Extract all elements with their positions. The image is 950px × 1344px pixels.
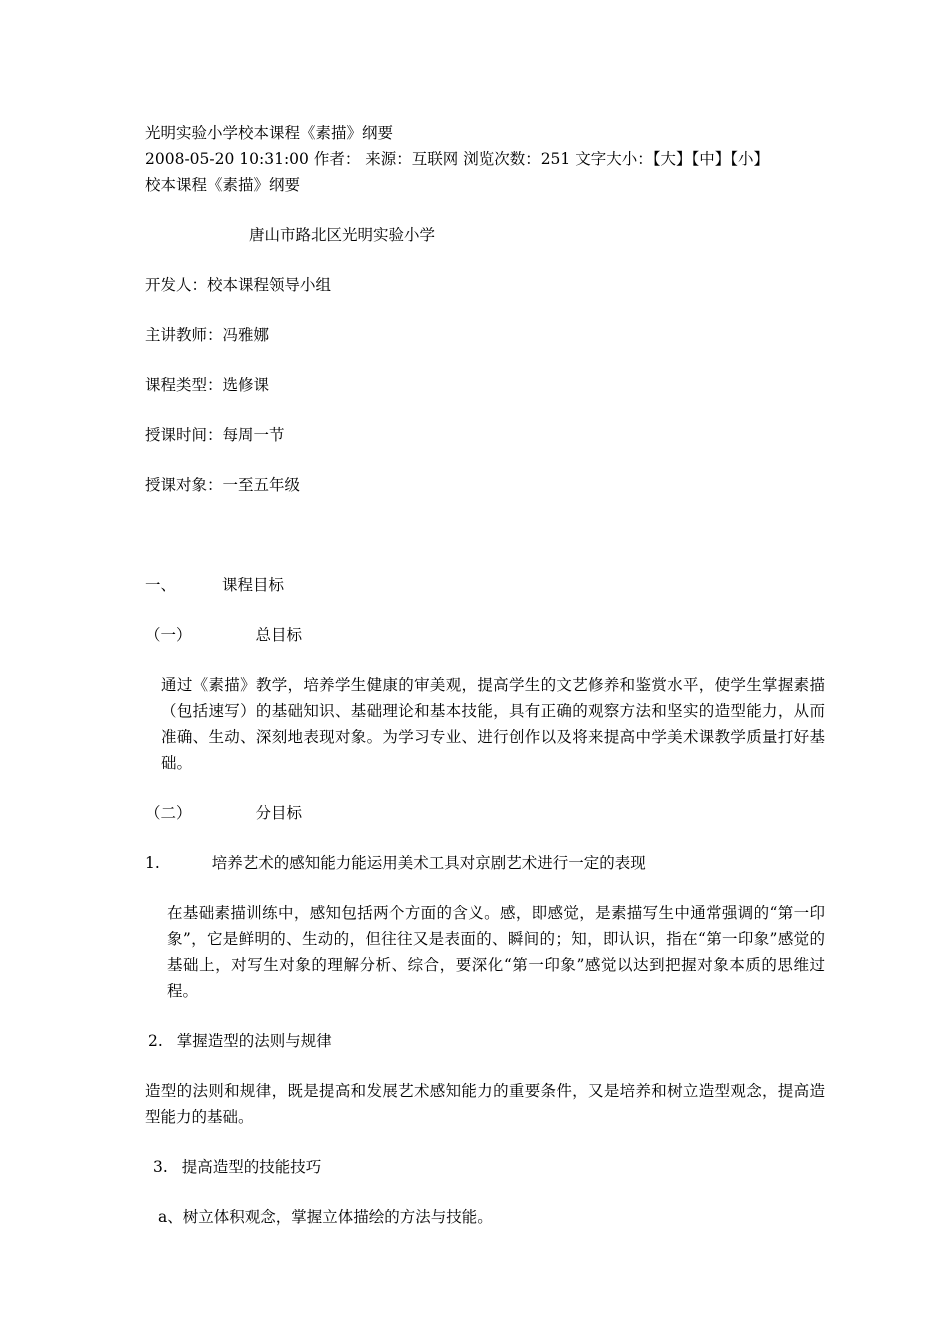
document-title: 光明实验小学校本课程《素描》纲要: [145, 124, 394, 142]
rules-paragraph: 造型的法则和规律，既是提高和发展艺术感知能力的重要条件，又是培养和树立造型观念，提高造型能力的基础。: [145, 1082, 825, 1126]
list-item-heading: [145, 850, 825, 876]
target-line: 授课对象：一至五年级: [145, 476, 301, 494]
subsection-heading: [145, 800, 825, 826]
developer-line: 开发人：校本课程领导小组: [145, 276, 332, 294]
list-item-heading: [145, 1028, 825, 1054]
subsection-number: （一）: [145, 626, 192, 644]
subsection-number: （二）: [145, 804, 192, 822]
item-title: 提高造型的技能技巧: [181, 1158, 322, 1176]
section-number: 一、: [145, 576, 177, 594]
overall-goal-paragraph: 通过《素描》教学，培养学生健康的审美观，提高学生的文艺修养和鉴赏水平，使学生掌握素描（包括速写）的基础知识、基础理论和基本技能，具有正确的观察方法和坚实的造型能力，从而准确、生动、深刻地表现对象。为学习专业、进行创作以及将来提高中学美术课教学质量打好基础。: [161, 676, 825, 772]
sub-item-a: a、树立体积观念，掌握立体描绘的方法与技能。: [158, 1208, 493, 1226]
item-number: 1.: [145, 854, 160, 872]
item-title: 培养艺术的感知能力能运用美术工具对京剧艺术进行一定的表现: [211, 854, 646, 872]
class-time-line: 授课时间：每周一节: [145, 426, 285, 444]
teacher-line: 主讲教师：冯雅娜: [145, 326, 270, 344]
document-subtitle: 校本课程《素描》纲要: [145, 176, 301, 194]
school-name: 唐山市路北区光明实验小学: [249, 226, 436, 244]
subsection-title: 总目标: [255, 626, 303, 644]
subsection-title: 分目标: [255, 804, 303, 822]
section-heading: [145, 572, 825, 598]
item-title: 掌握造型的法则与规律: [176, 1032, 332, 1050]
course-type-line: 课程类型：选修课: [145, 376, 270, 394]
item-number: 2.: [148, 1032, 163, 1050]
subsection-heading: [145, 622, 825, 648]
item-number: 3.: [153, 1158, 168, 1176]
section-title: 课程目标: [222, 576, 285, 594]
document-page: [145, 120, 825, 1230]
perception-paragraph: 在基础素描训练中，感知包括两个方面的含义。感，即感觉，是素描写生中通常强调的“第一印象”，它是鲜明的、生动的，但往往又是表面的、瞬间的；知，即认识，指在“第一印象”感觉的基础上，对写生对象的理解分析、综合，要深化“第一印象”感觉以达到把握对象本质的思维过程。: [167, 904, 825, 1000]
article-meta: 2008-05-20 10:31:00 作者： 来源：互联网 浏览次数：251 文字大小：【大】【中】【小】: [145, 150, 769, 168]
list-item-heading: [145, 1154, 825, 1180]
